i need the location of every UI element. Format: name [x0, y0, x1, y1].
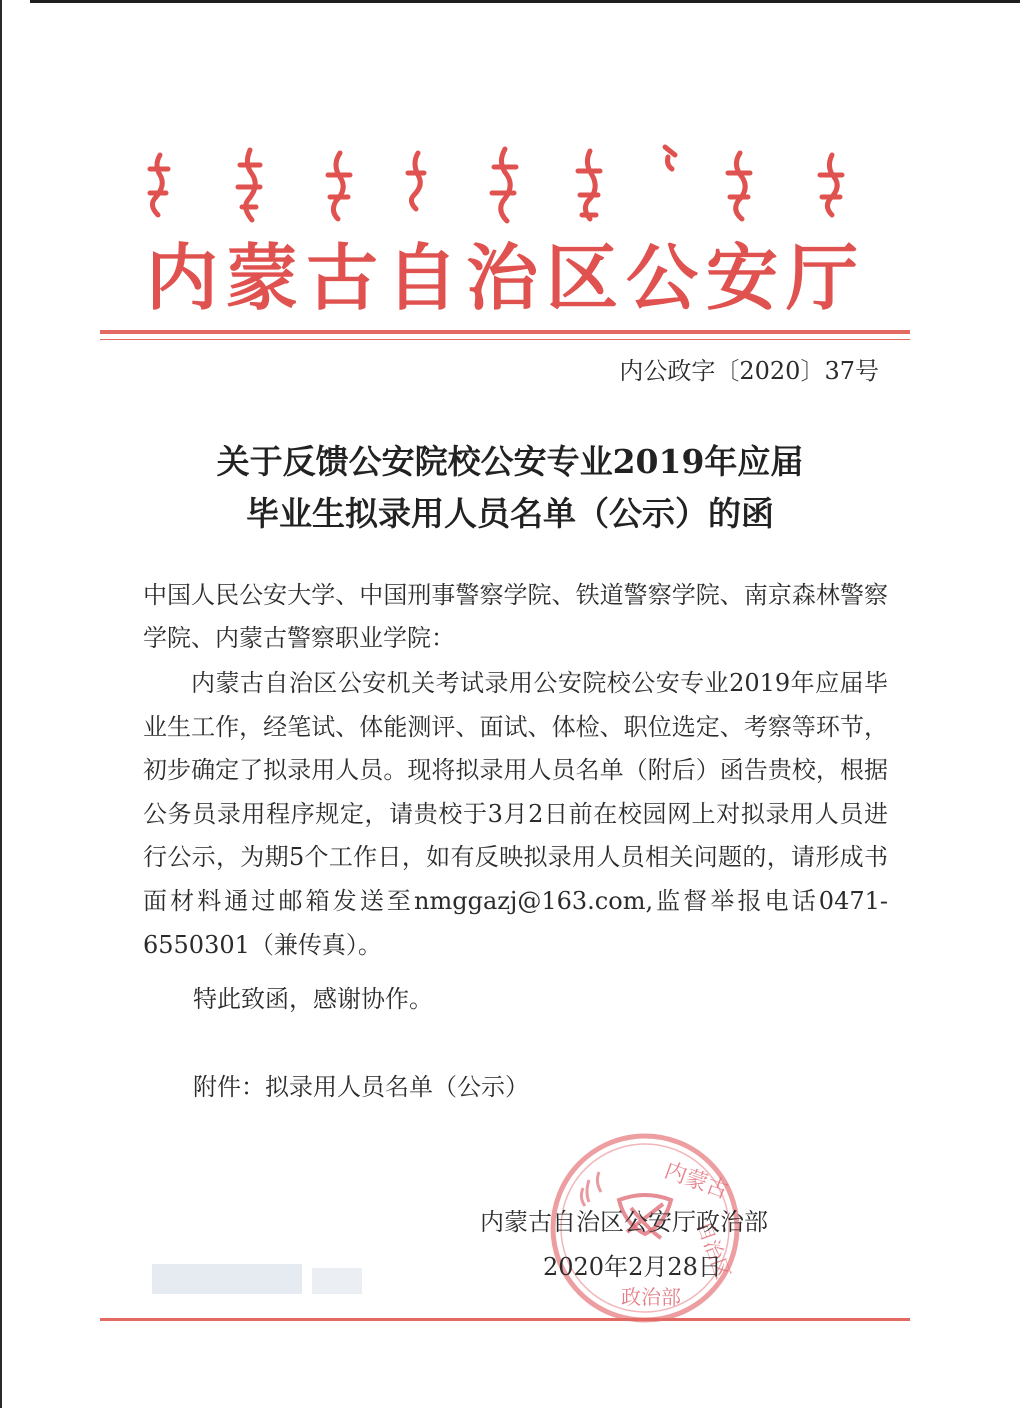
attachment-note: 附件：拟录用人员名单（公示） — [193, 1073, 529, 1101]
svg-text:自治区: 自治区 — [692, 1217, 736, 1283]
letterhead-rule-thick — [100, 330, 910, 334]
letterhead-rule-thin — [100, 339, 910, 340]
scan-smudge — [152, 1256, 372, 1306]
body-paragraph: 内蒙古自治区公安机关考试录用公安院校公安专业2019年应届毕业生工作，经笔试、体能测评、面试、体检、职位选定、考察等环节，初步确定了拟录用人员。现将拟录用人员名单（附后）函告贵校，根据公务员录用程序规定，请贵校于3月2日前在校园网上对拟录用人员进行公示，为期5个工作日，如有反映拟录用人员相关问题的，请形成书面材料通过邮箱发送至nmggazj@163.com,监督举报电话0471-6550301（兼传真）。 — [143, 669, 888, 959]
closing-line: 特此致函，感谢协作。 — [193, 985, 433, 1013]
scan-edge-top — [30, 0, 1020, 3]
seal-bottom-text: 政治部 — [621, 1285, 681, 1309]
signer: 内蒙古自治区公安厅政治部 — [480, 1208, 768, 1236]
svg-text:内蒙古: 内蒙古 — [660, 1158, 732, 1205]
document-number: 内公政字〔2020〕37号 — [619, 357, 879, 385]
scan-edge-left — [0, 0, 2, 1408]
title-line-1: 关于反馈公安院校公安专业2019年应届 — [216, 442, 804, 481]
recipients: 中国人民公安大学、中国刑事警察学院、铁道警察学院、南京森林警察学院、内蒙古警察职业学院： — [143, 581, 888, 652]
mongolian-script-heading — [120, 135, 880, 235]
title-line-2: 毕业生拟录用人员名单（公示）的函 — [246, 494, 774, 533]
document-title — [120, 436, 900, 540]
date: 2020年2月28日 — [543, 1253, 722, 1281]
footer-rule — [100, 1318, 910, 1321]
organization-letterhead: 内蒙古自治区公安厅 — [145, 235, 866, 320]
